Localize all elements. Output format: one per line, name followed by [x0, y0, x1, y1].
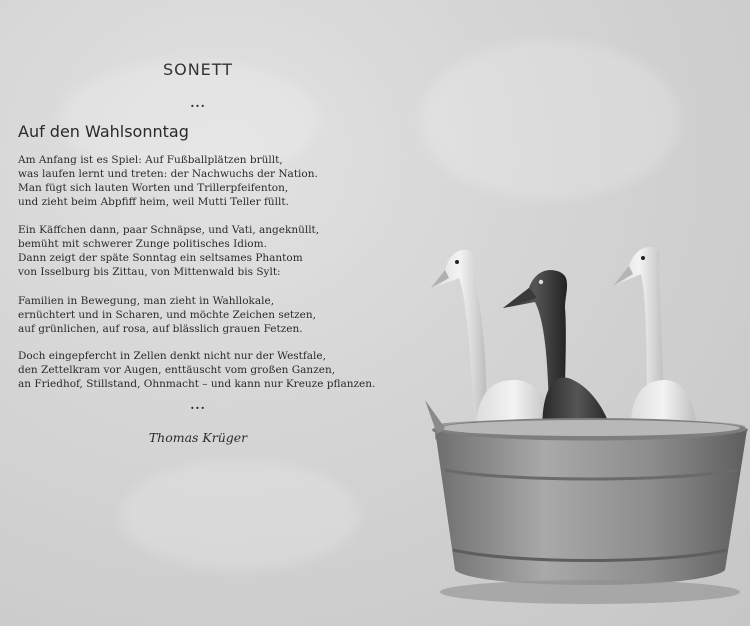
- poem-line: was laufen lernt und treten: der Nachwuchs der Nation.: [18, 168, 318, 180]
- poem-line: Dann zeigt der späte Sonntag ein seltsames Phantom: [18, 252, 303, 264]
- poem-line: von Isselburg bis Zittau, von Mittenwald bis Sylt:: [18, 266, 281, 278]
- section-heading: SONETT: [162, 60, 234, 79]
- poem-line: Ein Käffchen dann, paar Schnäpse, und Vati, angeknüllt,: [18, 224, 320, 236]
- poem-line: auf grünlichen, auf rosa, auf blässlich grauen Fetzen.: [18, 323, 303, 335]
- poem-line: ernüchtert und in Scharen, und möchte Zeichen setzen,: [18, 309, 316, 321]
- poem-line: und zieht beim Abpfiff heim, weil Mutti Teller füllt.: [18, 196, 289, 208]
- white-duck-right: [613, 247, 697, 435]
- poem-line: Doch eingepfercht in Zellen denkt nicht nur der Westfale,: [18, 350, 326, 362]
- texture-smudge: [420, 40, 680, 200]
- stanza-4: [18, 349, 375, 391]
- poem-title: Auf den Wahlsonntag: [18, 122, 189, 141]
- stanza-3: [18, 294, 316, 336]
- poem-line: bemüht mit schwerer Zunge politisches Idiom.: [18, 238, 267, 250]
- poem-line: Familien in Bewegung, man zieht in Wahllokale,: [18, 295, 275, 307]
- poem-line: Man fügt sich lauten Worten und Trillerpfeifenton,: [18, 182, 289, 194]
- bottom-separator: ...: [190, 398, 206, 412]
- stanza-2: [18, 223, 319, 279]
- poem-line: an Friedhof, Stillstand, Ohnmacht – und kann nur Kreuze pflanzen.: [18, 378, 376, 390]
- poem-line: Am Anfang ist es Spiel: Auf Fußballplätzen brüllt,: [18, 154, 283, 166]
- texture-smudge: [120, 460, 360, 570]
- author-name: Thomas Krüger: [148, 430, 248, 445]
- metal-washtub: [425, 400, 748, 604]
- top-separator: ...: [190, 96, 206, 110]
- white-duck-left: [431, 250, 553, 435]
- ducks-in-tub-illustration: [415, 230, 750, 626]
- poem-line: den Zettelkram vor Augen, enttäuscht vom großen Ganzen,: [18, 364, 336, 376]
- stanza-1: [18, 153, 318, 209]
